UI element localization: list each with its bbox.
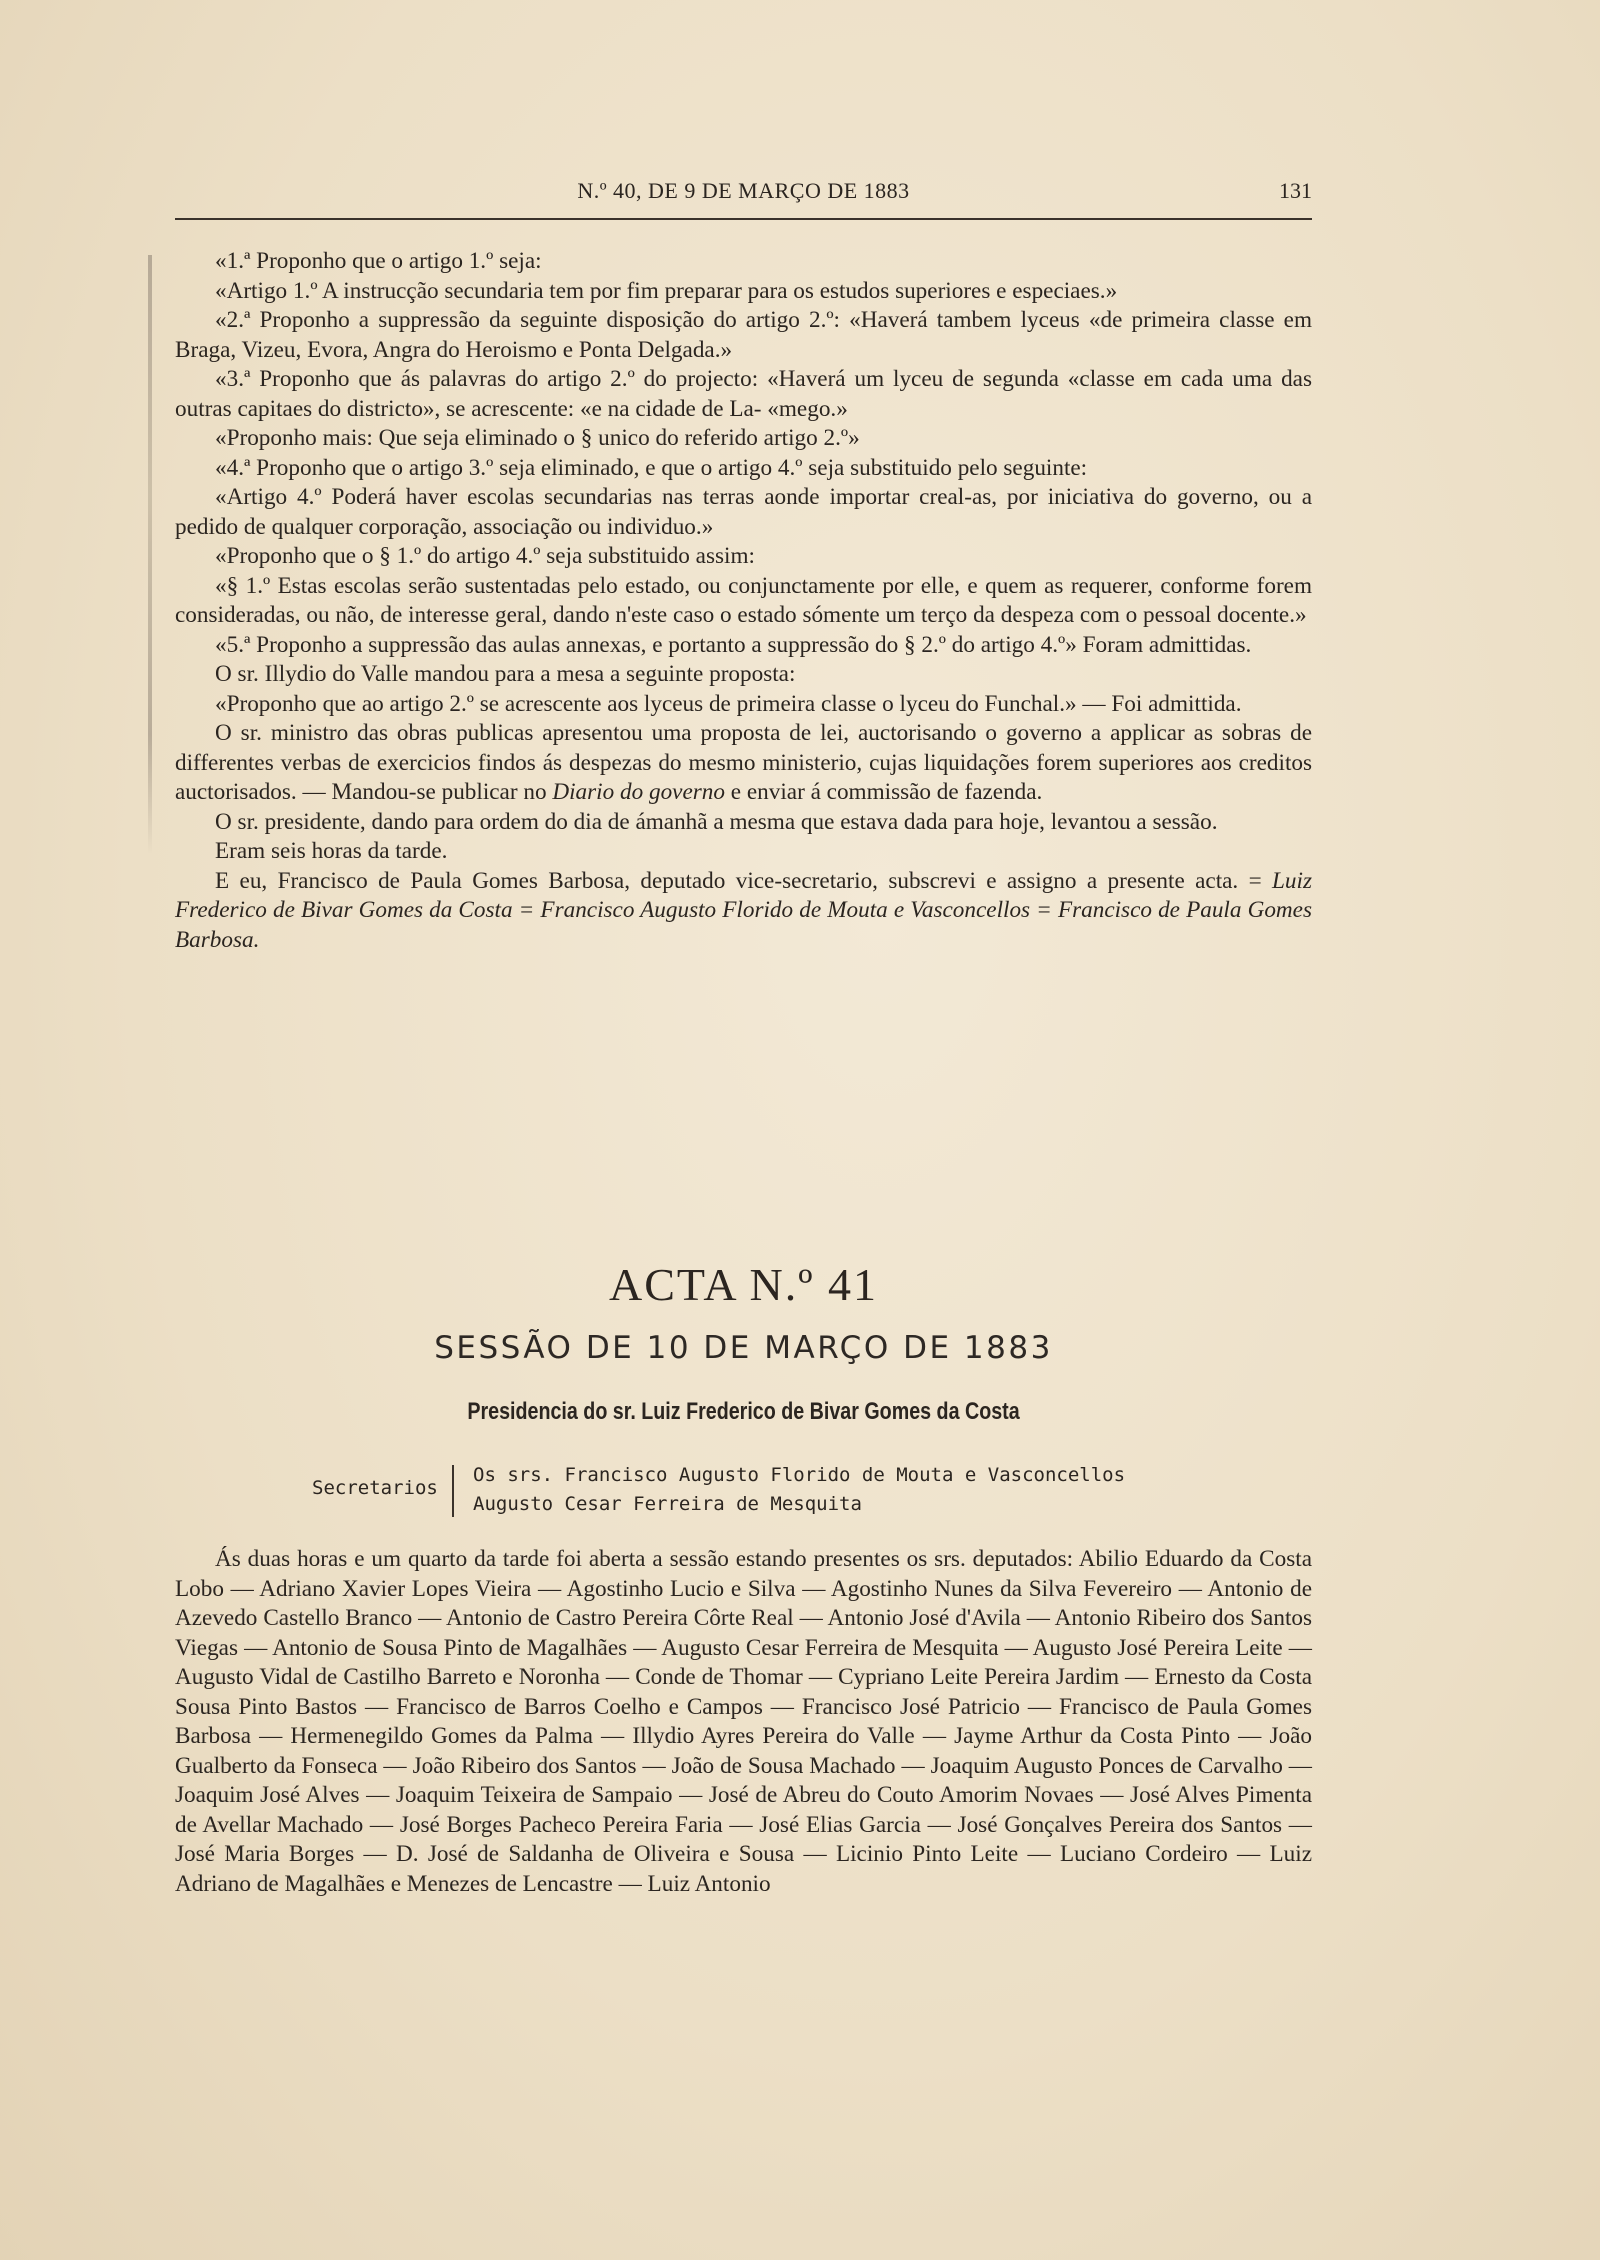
- secretaries-names: [473, 1461, 1125, 1519]
- paragraph: «Artigo 1.º A instrucção secundaria tem por fim preparar para os estudos superiores e especiaes.»: [215, 277, 1118, 304]
- paragraph: «Proponho que ao artigo 2.º se acrescente aos lyceus de primeira classe o lyceu do Funchal.» — Foi admittida.: [215, 690, 1242, 717]
- paragraph: «4.ª Proponho que o artigo 3.º seja eliminado, e que o artigo 4.º seja substituido pelo seguinte:: [215, 454, 1088, 481]
- paragraph: «Proponho que o § 1.º do artigo 4.º seja substituido assim:: [215, 543, 755, 569]
- acta-40-closing-text: [175, 247, 1312, 955]
- italic-title: Diario do governo: [552, 779, 725, 805]
- text-run: O sr. ministro das obras publicas apresentou uma proposta de lei, auctorisando o governo a applicar as sobras de differentes verbas de exercicios findos ás despezas do mesmo ministerio, cujas liquidações forem superiores aos creditos auctorisados. — Mandou-se publicar no: [175, 720, 1312, 805]
- acta-title: ACTA N.º 41: [609, 1259, 878, 1310]
- signatures-italic: Luiz Frederico de Bivar Gomes da Costa = Francisco Augusto Florido de Mouta e Vasconcellos = Francisco de Paula Gomes Barbosa.: [175, 867, 1312, 953]
- paragraph: «2.ª Proponho a suppressão da seguinte disposição do artigo 2.º: «Haverá tambem lyceus «de primeira classe em Braga, Vizeu, Evora, Angra do Heroismo e Ponta Delgada.»: [175, 307, 1312, 363]
- secretary-line: Augusto Cesar Ferreira de Mesquita: [473, 1493, 862, 1515]
- paragraph: «§ 1.º Estas escolas serão sustentadas pelo estado, ou conjunctamente por elle, e quem as requerer, conforme forem consideradas, ou não, de interesse geral, dando n'este caso o estado sómente um terço da despeza com o pessoal docente.»: [175, 572, 1312, 628]
- paragraph: «3.ª Proponho que ás palavras do artigo 2.º do projecto: «Haverá um lyceu de segunda «classe em cada uma das outras capitaes do districto», se acrescente: «e na cidade de La- «mego.»: [175, 366, 1312, 422]
- text-run: e enviar á commissão de fazenda.: [724, 779, 1043, 805]
- paragraph: «Artigo 4.º Poderá haver escolas secundarias nas terras aonde importar creal-as, por iniciativa do governo, ou a pedido de qualquer corporação, associação ou individuo.»: [175, 484, 1312, 540]
- issue-line: N.º 40, DE 9 DE MARÇO DE 1883: [577, 178, 910, 203]
- secretaries-label: Secretarios: [312, 1477, 438, 1499]
- secretary-line: Os srs. Francisco Augusto Florido de Mouta e Vasconcellos: [473, 1464, 1126, 1486]
- running-header: [175, 178, 1312, 216]
- session-heading: SESSÃO DE 10 DE MARÇO DE 1883: [434, 1330, 1053, 1366]
- paragraph: Eram seis horas da tarde.: [215, 838, 448, 864]
- paragraph: O sr. Illydio do Valle mandou para a mesa a seguinte proposta:: [215, 661, 796, 687]
- paragraph: [175, 867, 1312, 956]
- binding-edge-mark: [148, 255, 152, 855]
- paragraph: [175, 719, 1312, 808]
- paragraph: «Proponho mais: Que seja eliminado o § unico do referido artigo 2.º»: [215, 425, 860, 451]
- paragraph: «1.ª Proponho que o artigo 1.º seja:: [215, 248, 542, 274]
- text-run: E eu, Francisco de Paula Gomes Barbosa, deputado vice-secretario, subscrevi e assigno a presente acta. =: [215, 867, 1273, 894]
- paragraph: O sr. presidente, dando para ordem do dia de ámanhã a mesma que estava dada para hoje, levantou a sessão.: [215, 808, 1218, 835]
- presidency-line: Presidencia do sr. Luiz Frederico de Bivar Gomes da Costa: [467, 1398, 1020, 1425]
- paragraph: «5.ª Proponho a suppressão das aulas annexas, e portanto a suppressão do § 2.º do artigo 4.º» Foram admittidas.: [215, 631, 1252, 658]
- secretaries-block: [312, 1461, 1212, 1521]
- header-rule: [175, 218, 1312, 220]
- acta-41-attendance-text: [175, 1545, 1312, 1899]
- paragraph: Ás duas horas e um quarto da tarde foi aberta a sessão estando presentes os srs. deputados: Abilio Eduardo da Costa Lobo — Adriano Xavier Lopes Vieira — Agostinho Lucio e Silva — Agostinho Nunes da Silva Fevereiro — Antonio de Azevedo Castello Branco — Antonio de Castro Pereira Côrte Real — Antonio José d'Avila — Antonio Ribeiro dos Santos Viegas — Antonio de Sousa Pinto de Magalhães — Augusto Cesar Ferreira de Mesquita — Augusto José Pereira Leite — Augusto Vidal de Castilho Barreto e Noronha — Conde de Thomar — Cypriano Leite Pereira Jardim — Ernesto da Costa Sousa Pinto Bastos — Francisco de Barros Coelho e Campos — Francisco José Patricio — Francisco de Paula Gomes Barbosa — Hermenegildo Gomes da Palma — Illydio Ayres Pereira do Valle — Jayme Arthur da Costa Pinto — João Gualberto da Fonseca — João Ribeiro dos Santos — João de Sousa Machado — Joaquim Augusto Ponces de Carvalho — Joaquim José Alves — Joaquim Teixeira de Sampaio — José de Abreu do Couto Amorim Novaes — José Alves Pimenta de Avellar Machado — José Borges Pacheco Pereira Faria — José Elias Garcia — José Gonçalves Pereira dos Santos — José Maria Borges — D. José de Saldanha de Oliveira e Sousa — Licinio Pinto Leite — Luciano Cordeiro — Luiz Adriano de Magalhães e Menezes de Lencastre — Luiz Antonio: [175, 1546, 1312, 1897]
- brace: [452, 1465, 460, 1517]
- page-number: 131: [1279, 178, 1312, 203]
